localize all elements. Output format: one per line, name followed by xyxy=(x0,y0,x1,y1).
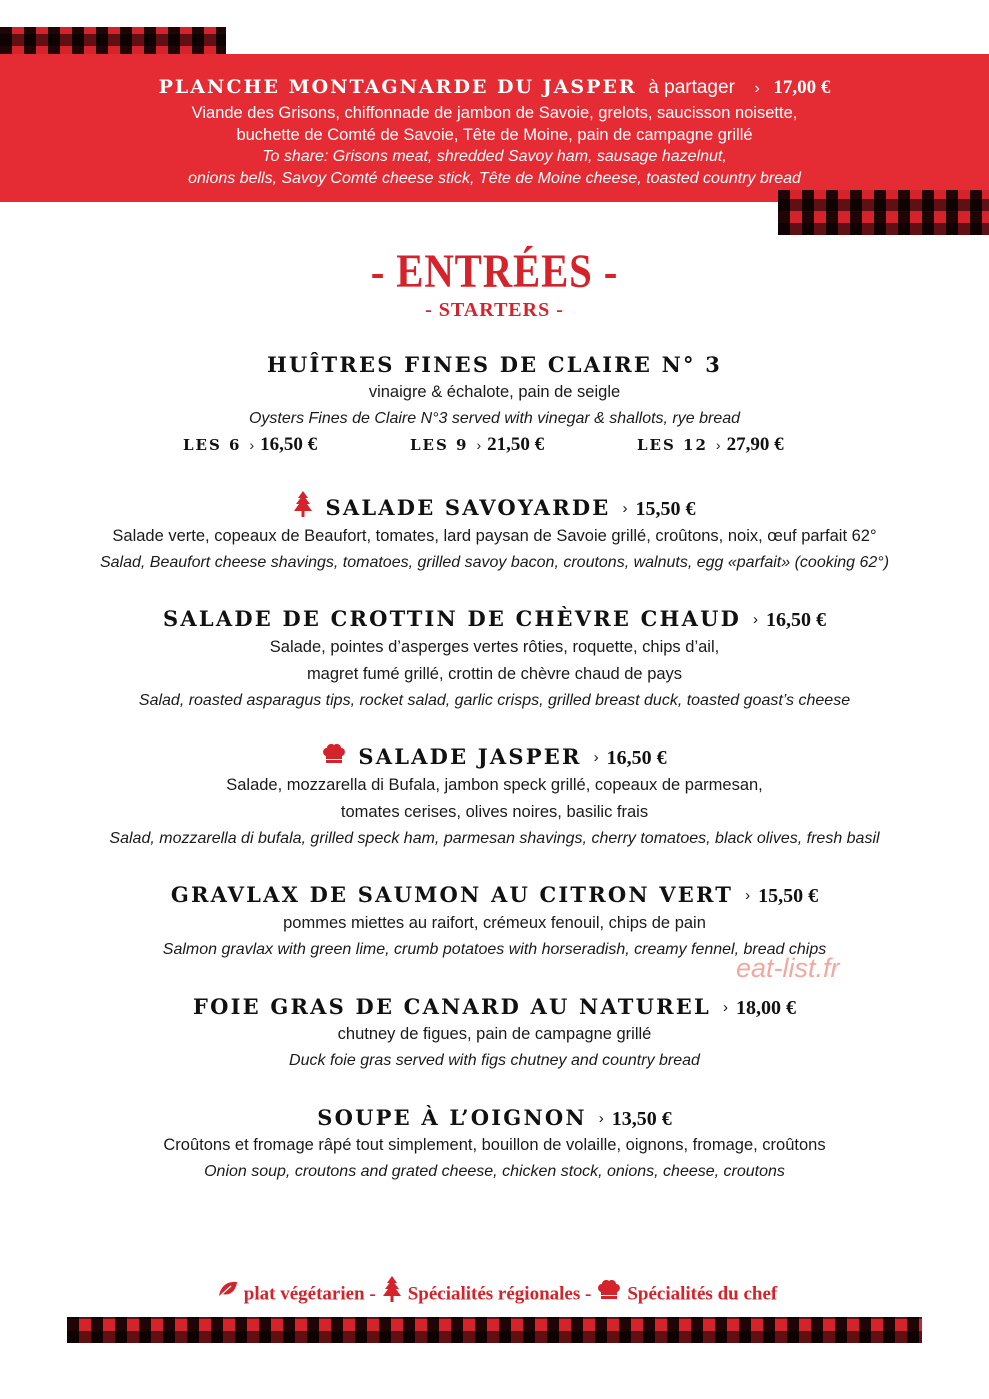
featured-dish-desc-fr-1: Viande des Grisons, chiffonnade de jambon de Savoie, grelots, saucisson noisette, xyxy=(191,104,798,122)
featured-dish-desc-en-1: To share: Grisons meat, shredded Savoy ham, sausage hazelnut, xyxy=(262,148,727,165)
dish-price: 15,50 € xyxy=(758,885,819,907)
dish-desc-fr: chutney de figues, pain de campagne grillé xyxy=(337,1025,652,1043)
featured-dish-price: 17,00 € xyxy=(773,77,831,98)
price-separator: › xyxy=(249,437,255,453)
featured-dish-desc-en-2: onions bells, Savoy Comté cheese stick, Tête de Moine cheese, toasted country bread xyxy=(188,170,801,187)
dish-name: SOUPE À L’OIGNON xyxy=(317,1105,587,1130)
section-subtitle: - STARTERS - xyxy=(425,299,564,321)
dish-desc-en: Duck foie gras served with figs chutney and country bread xyxy=(289,1052,700,1069)
price-value: 21,50 € xyxy=(487,434,545,455)
price-separator: › xyxy=(593,749,599,766)
plaid-strip-bottom xyxy=(67,1317,922,1343)
dish-name: HUÎTRES FINES DE CLAIRE N° 3 xyxy=(266,352,723,377)
featured-dish-share-label: à partager xyxy=(648,77,735,98)
dish-desc-en: Salmon gravlax with green lime, crumb potatoes with horseradish, creamy fennel, bread chips xyxy=(162,941,827,958)
dish-price: 16,50 € xyxy=(766,609,826,631)
dish-name: SALADE SAVOYARDE xyxy=(325,495,611,520)
dish-desc-en: Oysters Fines de Claire N°3 served with vinegar & shallots, rye bread xyxy=(248,410,741,427)
dish-price: 18,00 € xyxy=(735,997,796,1019)
dish-price: 15,50 € xyxy=(635,498,696,520)
price-option xyxy=(183,434,317,456)
price-quantity: LES 9 xyxy=(410,436,469,454)
price-separator: › xyxy=(598,1110,604,1127)
dish-desc-en: Salad, Beaufort cheese shavings, tomatoes, grilled savoy bacon, croutons, walnuts, egg «parfait» (cooking 62°) xyxy=(99,554,890,571)
section-title: - ENTRÉES - xyxy=(370,245,619,298)
price-option xyxy=(637,434,784,456)
featured-dish-name: PLANCHE MONTAGNARDE DU JASPER xyxy=(158,76,637,98)
price-quantity: LES 12 xyxy=(637,436,708,454)
price-separator: › xyxy=(722,999,728,1016)
chef-hat-icon xyxy=(322,743,346,768)
dish-desc-en: Salad, mozzarella di bufala, grilled speck ham, parmesan shavings, cherry tomatoes, black olives, fresh basil xyxy=(109,830,880,847)
price-separator: › xyxy=(622,500,628,517)
price-separator: › xyxy=(754,80,760,97)
dish-desc-fr: Salade verte, copeaux de Beaufort, tomates, lard paysan de Savoie grillé, croûtons, noix, œuf parfait 62° xyxy=(112,527,877,545)
price-separator: › xyxy=(715,437,721,453)
dish-desc-fr: vinaigre & échalote, pain de seigle xyxy=(368,383,621,401)
legend-chef: Spécialités du chef xyxy=(627,1283,778,1305)
oyster-prices xyxy=(0,434,989,460)
dish-title-gravlax xyxy=(0,882,989,908)
legend-regional: Spécialités régionales - xyxy=(407,1283,592,1305)
legend xyxy=(0,1279,989,1311)
dish-title-huitres xyxy=(0,352,989,377)
tree-icon xyxy=(293,491,313,522)
watermark: eat-list.fr xyxy=(736,953,840,983)
dish-desc-fr: pommes miettes au raifort, crémeux fenouil, chips de pain xyxy=(283,914,706,932)
dish-title-crottin xyxy=(0,606,989,632)
price-option xyxy=(410,434,544,456)
dish-desc-fr: Salade, mozzarella di Bufala, jambon speck grillé, copeaux de parmesan, xyxy=(226,776,763,794)
dish-desc-en: Salad, roasted asparagus tips, rocket salad, garlic crisps, grilled breast duck, toasted goast’s cheese xyxy=(138,692,851,709)
dish-price: 16,50 € xyxy=(606,747,667,769)
dish-name: SALADE JASPER xyxy=(358,744,582,769)
dish-title-salade-savoyarde xyxy=(0,495,989,526)
dish-name: SALADE DE CROTTIN DE CHÈVRE CHAUD xyxy=(163,606,741,631)
price-quantity: LES 6 xyxy=(183,436,242,454)
price-value: 27,90 € xyxy=(726,434,784,455)
price-separator: › xyxy=(745,887,751,904)
dish-title-salade-jasper xyxy=(0,744,989,772)
dish-desc-en: Onion soup, croutons and grated cheese, chicken stock, onions, cheese, croutons xyxy=(204,1163,785,1180)
dish-title-foie-gras xyxy=(0,994,989,1020)
dish-title-soupe xyxy=(0,1105,989,1131)
legend-vegetarian: plat végétarien - xyxy=(243,1283,376,1305)
featured-dish-title xyxy=(0,76,989,99)
dish-price: 13,50 € xyxy=(611,1108,672,1130)
dish-desc-fr: magret fumé grillé, crottin de chèvre chaud de pays xyxy=(306,665,683,683)
dish-desc-fr: Croûtons et fromage râpé tout simplement, bouillon de volaille, oignons, fromage, croûtons xyxy=(163,1136,826,1154)
price-separator: › xyxy=(753,611,758,628)
dish-desc-fr: tomates cerises, olives noires, basilic frais xyxy=(340,803,649,821)
plaid-strip-banner-right xyxy=(778,190,989,235)
dish-name: FOIE GRAS DE CANARD AU NATUREL xyxy=(193,994,711,1019)
leaf-icon xyxy=(218,1281,238,1303)
price-value: 16,50 € xyxy=(260,434,318,455)
dish-desc-fr: Salade, pointes d’asperges vertes rôties, roquette, chips d’ail, xyxy=(269,638,720,656)
dish-name: GRAVLAX DE SAUMON AU CITRON VERT xyxy=(170,882,734,907)
featured-dish-desc-fr-2: buchette de Comté de Savoie, Tête de Moine, pain de campagne grillé xyxy=(236,126,753,144)
tree-icon xyxy=(382,1276,402,1308)
price-separator: › xyxy=(476,437,482,453)
chef-hat-icon xyxy=(597,1279,621,1305)
